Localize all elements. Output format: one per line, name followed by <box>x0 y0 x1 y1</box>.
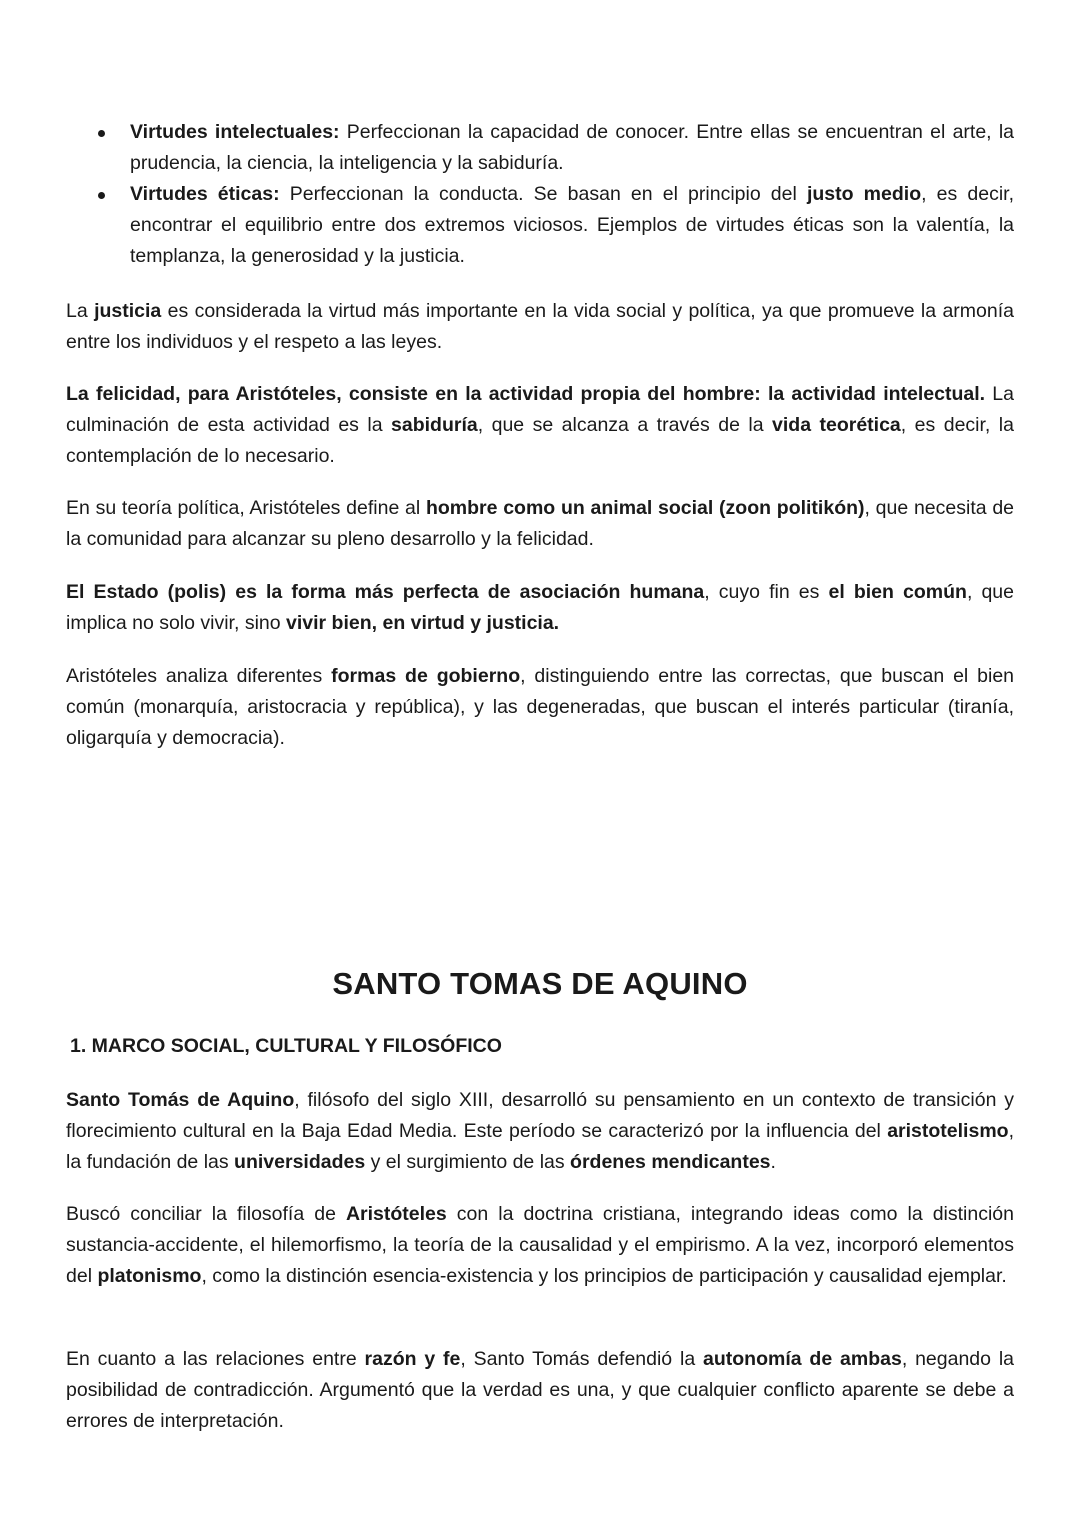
list-item: Virtudes éticas: Perfeccionan la conducta. Se basan en el principio del justo medio, es decir, encontrar el equilibrio entre dos extremos viciosos. Ejemplos de virtudes éticas son la valentía, la templanza, la generosidad y la justicia. <box>66 179 1014 272</box>
section-title: SANTO TOMAS DE AQUINO <box>332 966 748 1001</box>
paragraph-estado: El Estado (polis) es la forma más perfecta de asociación humana, cuyo fin es el bien común, que implica no solo vivir, sino vivir bien, en virtud y justicia. <box>66 581 1014 634</box>
paragraph-razon-fe: En cuanto a las relaciones entre razón y fe, Santo Tomás defendió la autonomía de ambas, negando la posibilidad de contradicción. Argumentó que la verdad es una, y que cualquier conflicto aparente se debe a errores de interpretación. <box>66 1348 1014 1432</box>
virtues-list <box>66 117 1014 272</box>
bullet-icon <box>98 192 105 199</box>
bullet-icon <box>98 130 105 137</box>
paragraph-aristoteles: Buscó conciliar la filosofía de Aristóteles con la doctrina cristiana, integrando ideas como la distinción sustancia-accidente, el hilemorfismo, la teoría de la causalidad y el empirismo. A la vez, incorporó elementos del platonismo, como la distinción esencia-existencia y los principios de participación y causalidad ejemplar. <box>66 1203 1014 1287</box>
section-subtitle: 1. MARCO SOCIAL, CULTURAL Y FILOSÓFICO <box>70 1035 502 1057</box>
paragraph-felicidad: La felicidad, para Aristóteles, consiste en la actividad propia del hombre: la actividad intelectual. La culminación de esta actividad es la sabiduría, que se alcanza a través de la vida teorética, es decir, la contemplación de lo necesario. <box>66 383 1015 467</box>
paragraph-santo-tomas: Santo Tomás de Aquino, filósofo del siglo XIII, desarrolló su pensamiento en un contexto de transición y florecimiento cultural en la Baja Edad Media. Este período se caracterizó por la influencia del aristotelismo, la fundación de las universidades y el surgimiento de las órdenes mendicantes. <box>66 1089 1014 1173</box>
paragraph-teoria-politica: En su teoría política, Aristóteles define al hombre como un animal social (zoon politikón), que necesita de la comunidad para alcanzar su pleno desarrollo y la felicidad. <box>66 497 1015 550</box>
list-item: Virtudes intelectuales: Perfeccionan la capacidad de conocer. Entre ellas se encuentran el arte, la prudencia, la ciencia, la inteligencia y la sabiduría. <box>66 117 1014 179</box>
paragraph-justicia: La justicia es considerada la virtud más importante en la vida social y política, ya que promueve la armonía entre los individuos y el respeto a las leyes. <box>66 300 1014 353</box>
paragraph-formas-gobierno: Aristóteles analiza diferentes formas de gobierno, distinguiendo entre las correctas, que buscan el bien común (monarquía, aristocracia y república), y las degeneradas, que buscan el interés particular (tiranía, oligarquía y democracia). <box>66 665 1015 749</box>
